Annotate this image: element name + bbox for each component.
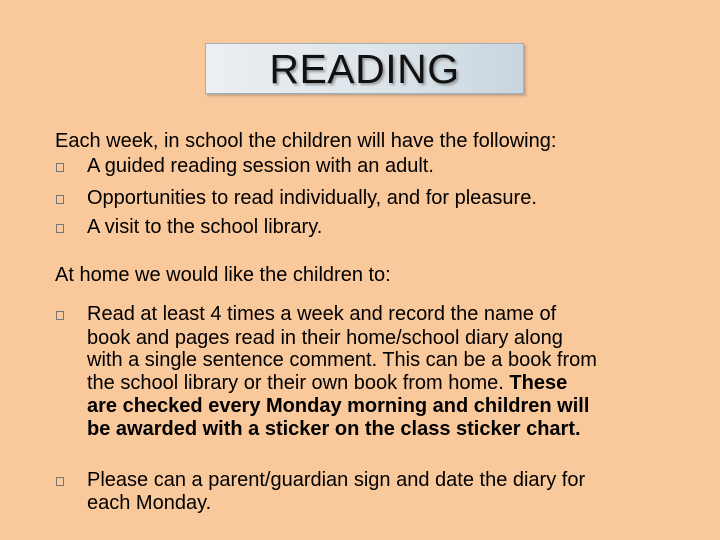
- section2-item1-line: with a single sentence comment. This can be a book from: [87, 349, 597, 371]
- bullet-icon: [56, 224, 64, 233]
- bullet-icon: [56, 195, 64, 204]
- bullet-icon: [56, 163, 64, 172]
- bullet-icon: [56, 311, 64, 320]
- section2-item1-line: Read at least 4 times a week and record the name of: [87, 303, 557, 325]
- title-box: [205, 43, 524, 94]
- section2-item1-bold-line: are checked every Monday morning and children will: [87, 395, 590, 417]
- section2-item1-line: book and pages read in their home/school diary along: [87, 327, 563, 349]
- bullet-icon: [56, 477, 64, 486]
- section1-item: Opportunities to read individually, and for pleasure.: [87, 187, 537, 209]
- section1-intro: Each week, in school the children will have the following:: [55, 130, 557, 152]
- page-title: READING: [269, 46, 460, 92]
- section2-item1-bold-line: be awarded with a sticker on the class sticker chart.: [87, 418, 581, 440]
- section2-item1-line: [87, 371, 567, 395]
- section2-item2-line: Please can a parent/guardian sign and date the diary for: [87, 469, 586, 491]
- section1-item: A visit to the school library.: [87, 216, 323, 238]
- section2-item2-line: each Monday.: [87, 492, 212, 514]
- section1-item: A guided reading session with an adult.: [87, 155, 434, 177]
- section2-intro: At home we would like the children to:: [55, 264, 391, 286]
- section2-item1-bold-inline: These: [509, 372, 568, 394]
- section2-item1-line-text: the school library or their own book from home.: [87, 372, 510, 394]
